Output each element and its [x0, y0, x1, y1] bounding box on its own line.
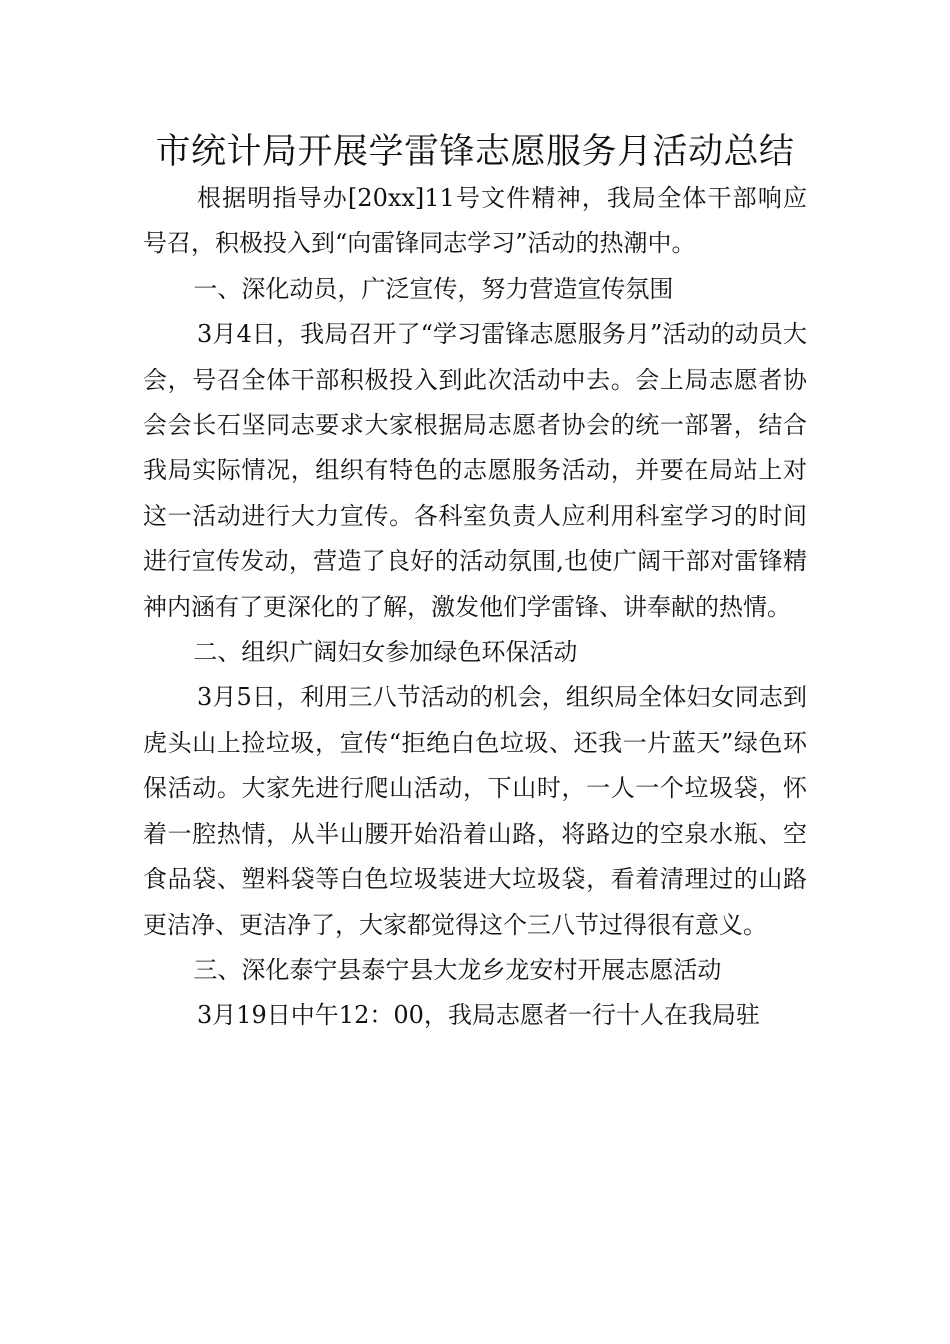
- section-heading-3: 三、深化泰宁县泰宁县大龙乡龙安村开展志愿活动: [193, 955, 722, 984]
- document-title: 市统计局开展学雷锋志愿服务月活动总结: [155, 132, 795, 172]
- section-heading-1: 一、深化动员，广泛宣传，努力营造宣传氛围: [193, 274, 674, 303]
- paragraph-intro: 根据明指导办[20xx]11号文件精神，我局全体干部响应号召，积极投入到“向雷锋同志学习”活动的热潮中。: [143, 184, 807, 258]
- section-heading-2: 二、组织广阔妇女参加绿色环保活动: [193, 638, 578, 667]
- paragraph-section-1: 3月4日，我局召开了“学习雷锋志愿服务月”活动的动员大会，号召全体干部积极投入到此次活动中去。会上局志愿者协会会长石坚同志要求大家根据局志愿者协会的统一部署，结合我局实际情况，组织有特色的志愿服务活动，并要在局站上对这一活动进行大力宣传。各科室负责人应利用科室学习的时间进行宣传发动，营造了良好的活动氛围,也使广阔干部对雷锋精神内涵有了更深化的了解，激发他们学雷锋、讲奉献的热情。: [143, 320, 807, 621]
- paragraph-section-3: 3月19日中午12：00，我局志愿者一行十人在我局驻: [197, 1001, 760, 1030]
- document-body: [143, 176, 807, 1039]
- document-page: [143, 128, 807, 1039]
- paragraph-section-2: 3月5日，利用三八节活动的机会，组织局全体妇女同志到虎头山上捡垃圾，宣传“拒绝白色垃圾、还我一片蓝天”绿色环保活动。大家先进行爬山活动，下山时，一人一个垃圾袋，怀着一腔热情，从半山腰开始沿着山路，将路边的空泉水瓶、空食品袋、塑料袋等白色垃圾装进大垃圾袋，看着清理过的山路更洁净、更洁净了，大家都觉得这个三八节过得很有意义。: [143, 683, 807, 939]
